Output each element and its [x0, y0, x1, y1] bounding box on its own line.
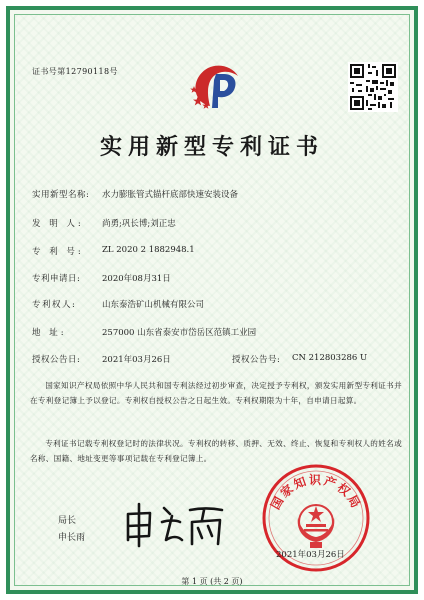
- filing-date-label: 专利申请日:: [32, 274, 81, 284]
- signing-date: 2021年03月26日: [276, 550, 345, 560]
- qr-code-icon: [348, 62, 398, 112]
- grant-number-value: CN 212803286 U: [292, 353, 368, 363]
- filing-date-value: 2020年08月31日: [102, 274, 171, 284]
- patent-number-label: 专 利 号:: [32, 247, 84, 257]
- handwritten-signature-icon: [120, 500, 230, 548]
- page-indicator: 第 1 页 (共 2 页): [181, 577, 243, 586]
- patent-number-value: ZL 2020 2 1882948.1: [102, 245, 195, 255]
- patentee-label: 专利权人:: [32, 300, 77, 310]
- signatory-title: 局长: [58, 516, 77, 526]
- cnipa-logo-icon: [188, 60, 246, 114]
- seal-text: 国家知识产权局: [268, 473, 364, 512]
- address-value: 257000 山东省泰安市岱岳区范镇工业园: [102, 328, 257, 338]
- utility-model-name-value: 水力膨胀管式锚杆底部快速安装设备: [102, 190, 239, 200]
- grant-statement-paragraph: 国家知识产权局依照中华人民共和国专利法经过初步审查，决定授予专利权，颁发实用新型专利证书并在专利登记簿上予以登记。专利权自授权公告之日起生效。专利权期限为十年，自申请日起算。: [30, 381, 402, 405]
- inventor-value: 尚勇;巩长博;刘正忠: [102, 219, 176, 229]
- address-label: 地 址:: [32, 328, 67, 338]
- patentee-value: 山东泰浩矿山机械有限公司: [102, 300, 205, 310]
- grant-date-value: 2021年03月26日: [102, 355, 171, 365]
- certificate-title: 实用新型专利证书: [99, 134, 324, 160]
- certificate-frame: [6, 6, 418, 594]
- utility-model-name-label: 实用新型名称:: [32, 190, 90, 200]
- certificate-number: 证书号第12790118号: [32, 67, 118, 76]
- inventor-label: 发 明 人:: [32, 219, 84, 229]
- grant-date-label: 授权公告日:: [32, 355, 81, 365]
- legal-status-paragraph: 专利证书记载专利权登记时的法律状况。专利权的转移、质押、无效、终止、恢复和专利权人的姓名或名称、国籍、地址变更等事项记载在专利登记簿上。: [30, 439, 402, 463]
- signatory-name: 申长雨: [58, 533, 86, 543]
- grant-number-label: 授权公告号:: [232, 355, 281, 365]
